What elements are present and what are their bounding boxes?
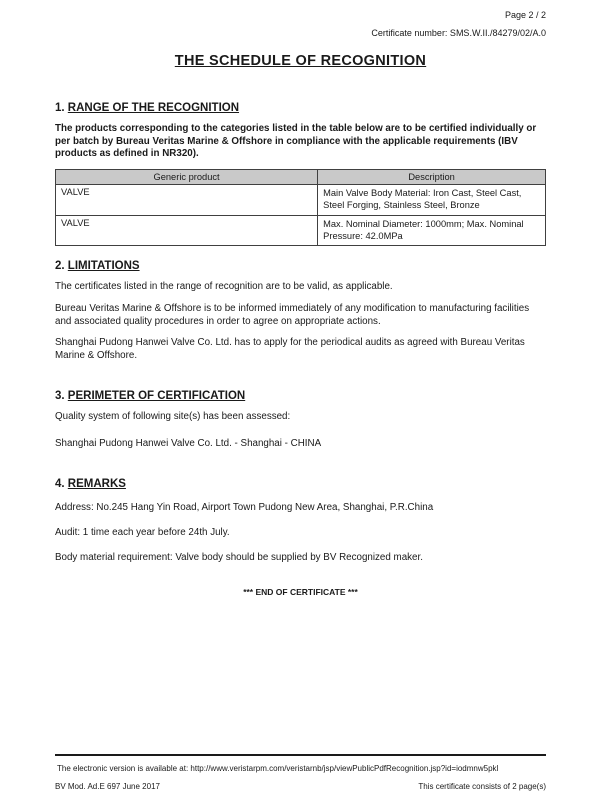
page-footer [55,754,546,792]
section-number: 1. [55,101,65,114]
section-heading-limitations [55,260,546,272]
remarks-paragraph: Audit: 1 time each year before 24th July. [55,527,230,539]
remarks-paragraph: Body material requirement: Valve body should be supplied by BV Recognized maker. [55,551,423,563]
remarks-paragraph: Address: No.245 Hang Yin Road, Airport Town Pudong New Area, Shanghai, P.R.China [55,502,434,514]
section-number: 4. [55,478,65,491]
footer-row [55,782,546,792]
page-number: Page 2 / 2 [504,10,546,20]
end-of-certificate-marker: *** END OF CERTIFICATE *** [243,586,358,597]
footer-divider [55,754,546,756]
section-number: 3. [55,390,65,403]
section-title: REMARKS [67,478,126,491]
products-table [55,169,546,245]
limitations-paragraph: The certificates listed in the range of recognition are to be valid, as applicable. [55,280,393,292]
document-title: THE SCHEDULE OF RECOGNITION [174,52,427,69]
description-cell: Main Valve Body Material: Iron Cast, Steel Cast, Steel Forging, Stainless Steel, Bronze [318,185,546,215]
section-heading-perimeter [55,390,546,402]
column-header-description: Description [318,170,546,185]
certificate-number: Certificate number: SMS.W.II./84279/02/A.0 [371,27,546,38]
section-number: 2. [55,259,65,272]
section-title: LIMITATIONS [67,259,140,272]
page-count-note: This certificate consists of 2 page(s) [418,782,546,792]
section-title: RANGE OF THE RECOGNITION [67,101,240,114]
generic-product-cell: VALVE [56,185,318,215]
page-meta [55,10,546,39]
form-reference: BV Mod. Ad.E 697 June 2017 [55,782,160,792]
range-intro-paragraph: The products corresponding to the categories listed in the table below are to be certified individually or per batch by Bureau Veritas Marine & Offshore in compliance with the applicable requirements (IBV products as defined in NR320). [55,122,537,160]
description-cell: Max. Nominal Diameter: 1000mm; Max. Nominal Pressure: 42.0MPa [318,215,546,245]
table-header-row [56,170,546,185]
section-heading-remarks [55,478,546,490]
generic-product-cell: VALVE [56,215,318,245]
electronic-version-note: The electronic version is available at: http://www.veristarpm.com/veristarnb/jsp/viewPublicPdfRecognition.jsp?id=iodmnw5pkl [57,763,499,773]
perimeter-paragraph: Quality system of following site(s) has been assessed: [55,411,291,423]
column-header-generic-product: Generic product [56,170,318,185]
section-heading-range [55,102,546,114]
section-title: PERIMETER OF CERTIFICATION [67,390,246,403]
limitations-paragraph: Bureau Veritas Marine & Offshore is to be informed immediately of any modification to manufacturing facilities and associated quality procedures in order to agree on appropriate actions. [55,302,530,327]
table-row [56,215,546,245]
perimeter-paragraph: Shanghai Pudong Hanwei Valve Co. Ltd. - Shanghai - CHINA [55,438,322,450]
table-row [56,185,546,215]
limitations-paragraph: Shanghai Pudong Hanwei Valve Co. Ltd. has to apply for the periodical audits as agreed with Bureau Veritas Marine & Offshore. [55,337,525,362]
